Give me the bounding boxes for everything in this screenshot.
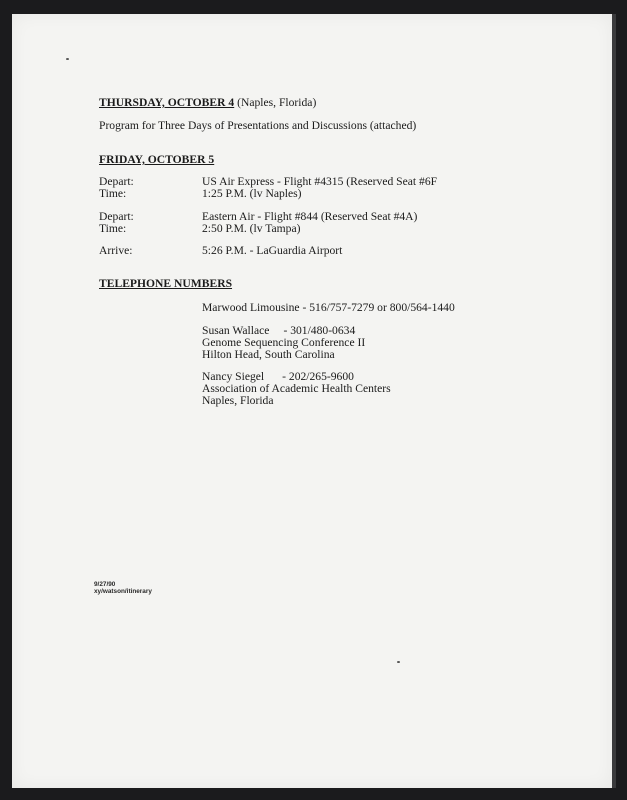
flight1-depart-label: Depart: bbox=[99, 175, 134, 188]
flight1-time-label: Time: bbox=[99, 187, 127, 200]
thursday-location: (Naples, Florida) bbox=[237, 96, 317, 109]
thursday-program: Program for Three Days of Presentations and Discussions (attached) bbox=[99, 119, 417, 132]
flight2-depart-label: Depart: bbox=[99, 210, 134, 223]
flight1-time: 1:25 P.M. (lv Naples) bbox=[202, 187, 302, 200]
scan-edge bbox=[612, 14, 616, 788]
thursday-heading: THURSDAY, OCTOBER 4 bbox=[99, 96, 235, 109]
flight2-time: 2:50 P.M. (lv Tampa) bbox=[202, 222, 301, 235]
contact2-phone: - 202/265-9600 bbox=[282, 370, 354, 383]
friday-heading: FRIDAY, OCTOBER 5 bbox=[99, 153, 215, 166]
contact1-line3: Hilton Head, South Carolina bbox=[202, 348, 335, 361]
flight2-time-label: Time: bbox=[99, 222, 127, 235]
contact2-name: Nancy Siegel bbox=[202, 370, 265, 383]
contact1-line2: Genome Sequencing Conference II bbox=[202, 336, 366, 349]
telephone-heading: TELEPHONE NUMBERS bbox=[99, 277, 233, 290]
contact2-line3: Naples, Florida bbox=[202, 394, 274, 407]
arrive-label: Arrive: bbox=[99, 244, 133, 257]
contact1-phone: - 301/480-0634 bbox=[283, 324, 356, 337]
thursday-line bbox=[99, 96, 316, 109]
flight2-flight: Eastern Air - Flight #844 (Reserved Seat #4A) bbox=[202, 210, 418, 223]
scan-speck bbox=[66, 58, 69, 60]
document-page bbox=[12, 14, 612, 788]
contact2-line2: Association of Academic Health Centers bbox=[202, 382, 391, 395]
arrive-value: 5:26 P.M. - LaGuardia Airport bbox=[202, 244, 343, 257]
footer-ref: xy/watson/itinerary bbox=[94, 588, 152, 595]
flight1-flight: US Air Express - Flight #4315 (Reserved Seat #6F bbox=[202, 175, 438, 188]
limousine-line: Marwood Limousine - 516/757-7279 or 800/564-1440 bbox=[202, 301, 455, 314]
footer-date: 9/27/90 bbox=[94, 581, 116, 588]
contact1-name: Susan Wallace bbox=[202, 324, 270, 337]
scan-speck bbox=[397, 661, 400, 663]
